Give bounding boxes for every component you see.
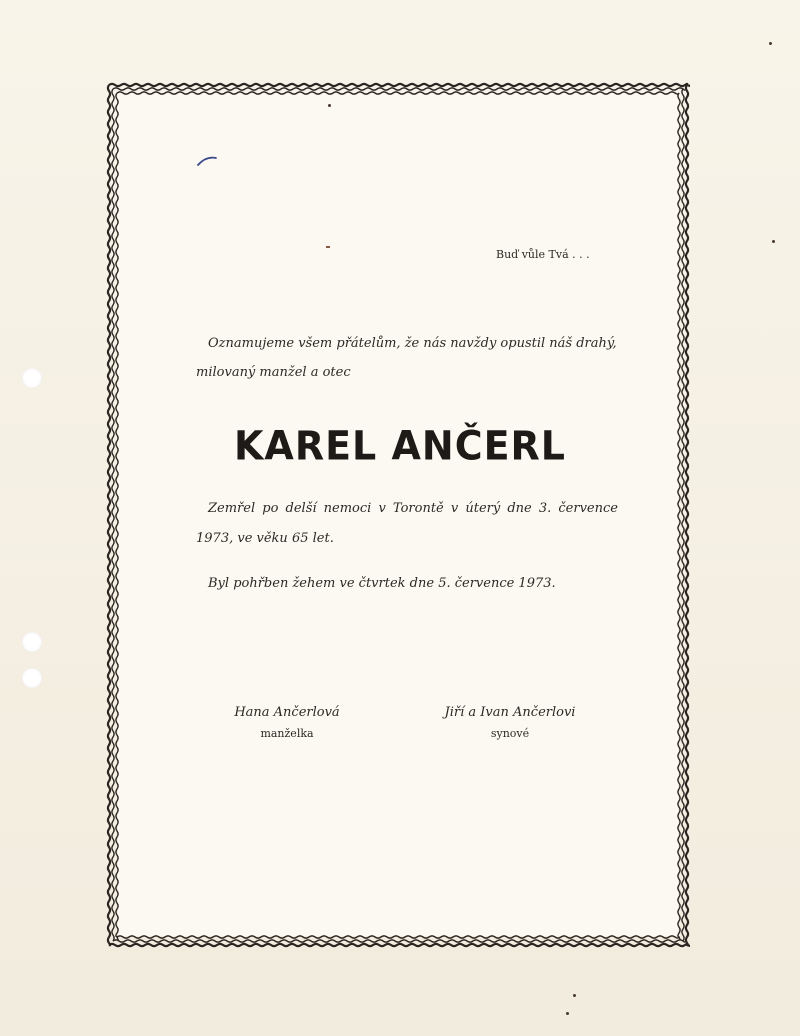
deceased-name: KAREL ANČERL [233,422,567,470]
border-wave [682,89,684,941]
burial-notice: Byl pohřben žehem ve čtvrtek dne 5. července 1973. [208,576,556,591]
motto: Buď vůle Tvá . . . [496,248,590,261]
border-wave [678,93,680,940]
ink-speck [769,42,772,45]
border-wave [113,88,685,90]
death-notice-line-2: 1973, ve věku 65 let. [196,531,334,546]
border-wave [113,940,685,942]
announcement-line-1: Oznamujeme všem přátelům, že nás navždy opustil náš drahý, [208,336,617,351]
announcement-line-2: milovaný manžel a otec [196,365,351,380]
punch-hole-top [22,368,42,388]
border-wave [686,85,688,945]
punch-hole-middle [22,632,42,652]
border-wave [116,93,118,940]
ink-speck [566,1012,569,1015]
signatory-name: Jiří a Ivan Ančerlovi [444,705,576,720]
border-wave [109,944,690,946]
signatory-relation: manželka [260,727,314,740]
death-notice-line-1: Zemřel po delší nemoci v Torontě v úterý dne 3. července [208,501,618,516]
small-dash-mark [326,246,330,248]
border-wave [112,89,114,941]
ink-dot [328,104,331,107]
border-wave [109,84,690,86]
border-wave [117,92,679,94]
border-wave [117,936,679,938]
pen-stroke-mark [196,154,220,168]
border-wave [108,85,110,945]
signatory-name: Hana Ančerlová [234,705,340,720]
ink-speck [772,240,775,243]
punch-hole-bottom [22,668,42,688]
ink-speck [573,994,576,997]
signatory-relation: synové [490,727,530,740]
